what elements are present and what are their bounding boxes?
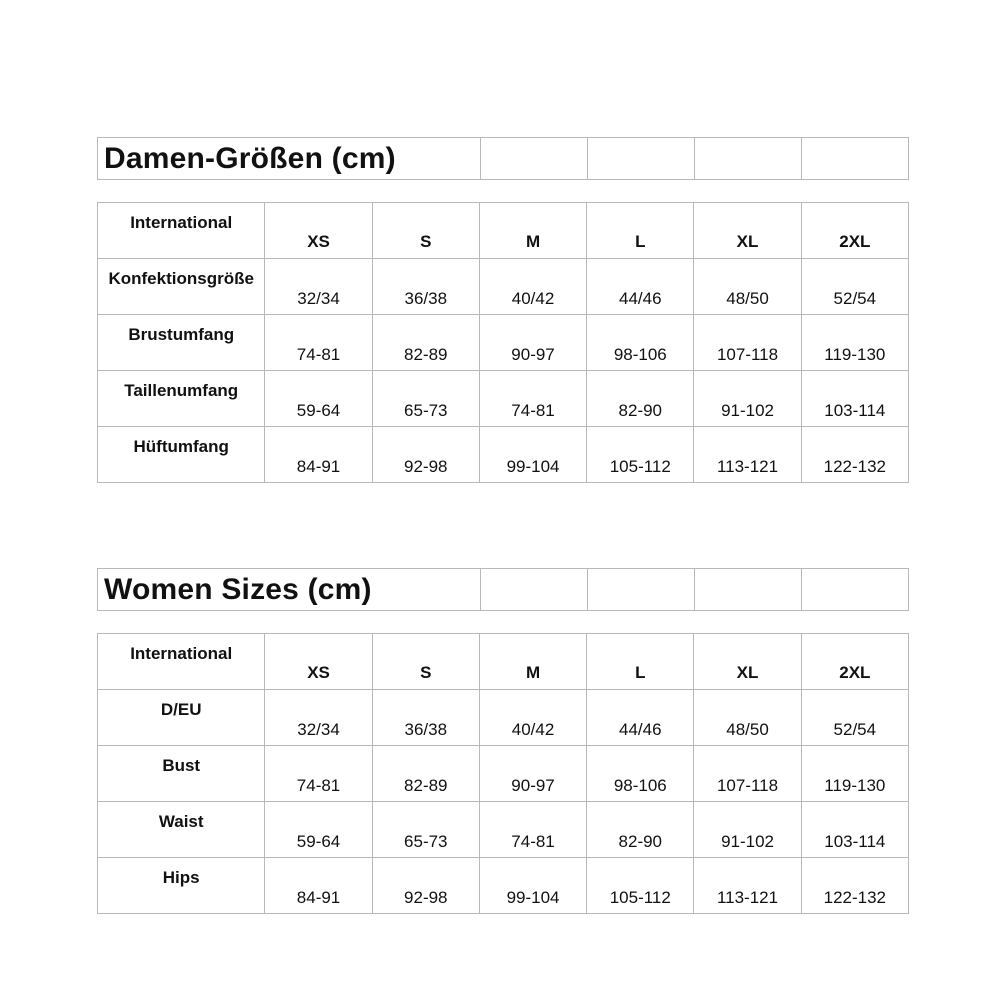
header-label: International: [98, 634, 265, 690]
table-cell: 40/42: [479, 259, 586, 315]
table-cell: 82-90: [587, 802, 694, 858]
title-table: [97, 568, 909, 611]
table-cell: 40/42: [479, 690, 586, 746]
table-row: [98, 858, 909, 914]
size-header: XL: [694, 203, 801, 259]
size-chart-english: [97, 568, 909, 914]
table-row: [98, 427, 909, 483]
size-header: M: [479, 634, 586, 690]
table-cell: 90-97: [479, 746, 586, 802]
table-cell: 36/38: [372, 259, 479, 315]
table-row: [98, 371, 909, 427]
table-row: [98, 315, 909, 371]
table-cell: 103-114: [801, 371, 908, 427]
header-label: International: [98, 203, 265, 259]
size-header: L: [587, 203, 694, 259]
table-cell: 98-106: [587, 746, 694, 802]
table-cell: 92-98: [372, 427, 479, 483]
table-cell: 119-130: [801, 315, 908, 371]
row-label: Brustumfang: [98, 315, 265, 371]
header-row: [98, 634, 909, 690]
row-label: Bust: [98, 746, 265, 802]
size-header: 2XL: [801, 634, 908, 690]
size-header: XL: [694, 634, 801, 690]
table-cell: 122-132: [801, 427, 908, 483]
row-label: Taillenumfang: [98, 371, 265, 427]
table-cell: 105-112: [587, 427, 694, 483]
table-cell: 52/54: [801, 690, 908, 746]
table-cell: 103-114: [801, 802, 908, 858]
table-cell: 74-81: [265, 746, 372, 802]
size-header: 2XL: [801, 203, 908, 259]
row-label: Konfektionsgröße: [98, 259, 265, 315]
empty-cell: [588, 138, 695, 180]
table-cell: 74-81: [479, 371, 586, 427]
row-label: Hüftumfang: [98, 427, 265, 483]
size-chart-german: [97, 137, 909, 483]
table-cell: 65-73: [372, 371, 479, 427]
size-header: XS: [265, 203, 372, 259]
size-table: [97, 633, 909, 914]
size-header: XS: [265, 634, 372, 690]
table-cell: 84-91: [265, 858, 372, 914]
table-cell: 74-81: [265, 315, 372, 371]
table-cell: 113-121: [694, 858, 801, 914]
table-cell: 99-104: [479, 427, 586, 483]
table-cell: 52/54: [801, 259, 908, 315]
title-table: [97, 137, 909, 180]
table-cell: 105-112: [587, 858, 694, 914]
table-cell: 74-81: [479, 802, 586, 858]
table-cell: 98-106: [587, 315, 694, 371]
empty-cell: [695, 569, 802, 611]
chart-title: Women Sizes (cm): [98, 569, 481, 611]
size-table: [97, 202, 909, 483]
table-cell: 32/34: [265, 690, 372, 746]
table-cell: 99-104: [479, 858, 586, 914]
table-row: [98, 746, 909, 802]
row-label: Hips: [98, 858, 265, 914]
table-cell: 113-121: [694, 427, 801, 483]
table-cell: 82-90: [587, 371, 694, 427]
table-cell: 90-97: [479, 315, 586, 371]
row-label: Waist: [98, 802, 265, 858]
row-label: D/EU: [98, 690, 265, 746]
table-cell: 84-91: [265, 427, 372, 483]
table-cell: 91-102: [694, 371, 801, 427]
table-cell: 119-130: [801, 746, 908, 802]
table-cell: 107-118: [694, 315, 801, 371]
table-cell: 48/50: [694, 690, 801, 746]
empty-cell: [481, 138, 588, 180]
table-cell: 82-89: [372, 315, 479, 371]
size-header: S: [372, 634, 479, 690]
table-cell: 32/34: [265, 259, 372, 315]
table-cell: 44/46: [587, 690, 694, 746]
table-row: [98, 802, 909, 858]
table-cell: 59-64: [265, 371, 372, 427]
table-row: [98, 259, 909, 315]
empty-cell: [481, 569, 588, 611]
table-row: [98, 690, 909, 746]
size-header: M: [479, 203, 586, 259]
table-cell: 44/46: [587, 259, 694, 315]
table-cell: 59-64: [265, 802, 372, 858]
empty-cell: [695, 138, 802, 180]
table-cell: 92-98: [372, 858, 479, 914]
table-cell: 107-118: [694, 746, 801, 802]
empty-cell: [802, 138, 909, 180]
table-cell: 65-73: [372, 802, 479, 858]
size-header: S: [372, 203, 479, 259]
table-cell: 91-102: [694, 802, 801, 858]
empty-cell: [588, 569, 695, 611]
table-cell: 82-89: [372, 746, 479, 802]
table-cell: 36/38: [372, 690, 479, 746]
table-cell: 48/50: [694, 259, 801, 315]
table-cell: 122-132: [801, 858, 908, 914]
header-row: [98, 203, 909, 259]
empty-cell: [802, 569, 909, 611]
size-header: L: [587, 634, 694, 690]
chart-title: Damen-Größen (cm): [98, 138, 481, 180]
